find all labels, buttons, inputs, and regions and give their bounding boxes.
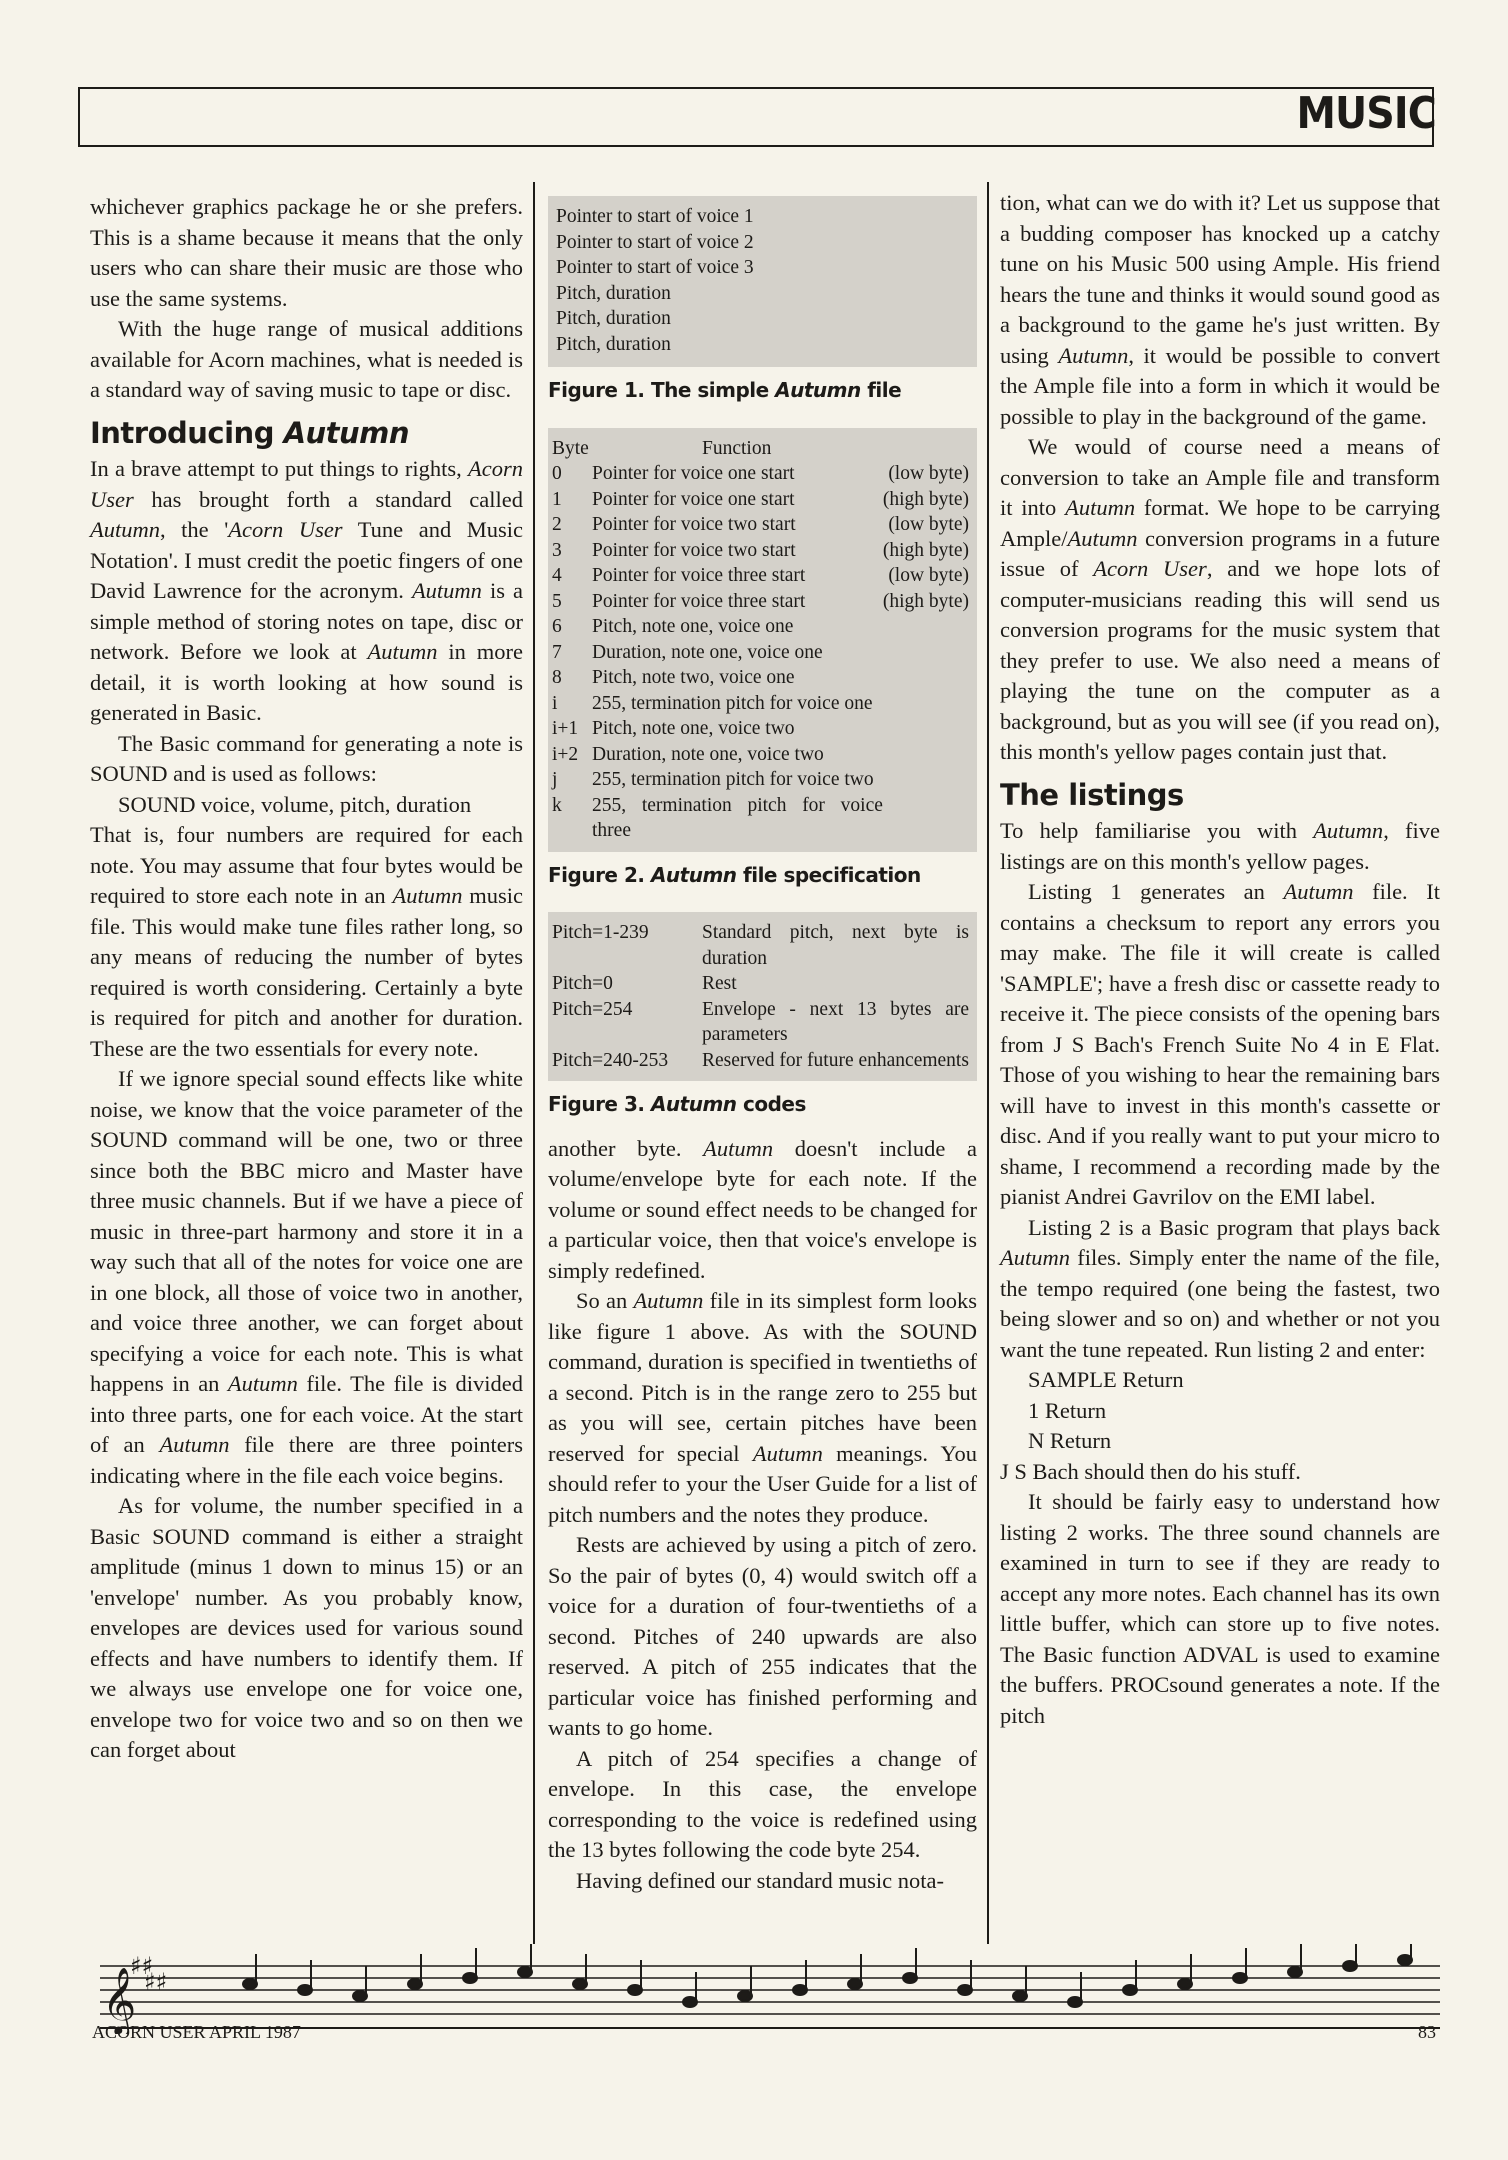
byte-cell: 6	[552, 616, 562, 637]
command-line-1: SAMPLE Return	[1028, 1367, 1184, 1392]
text: format. We hope to be carrying Ample/	[1000, 495, 1440, 551]
italic: Autumn	[367, 639, 438, 664]
note-head	[1288, 1967, 1302, 1977]
note-head	[518, 1967, 532, 1977]
figure-3-row	[552, 971, 969, 997]
note-cell	[883, 614, 969, 640]
caption-text: Figure 1. The simple	[548, 378, 776, 402]
text: That is, four numbers are required for each note. You may assume that four bytes would be required to store each note in an	[90, 822, 523, 908]
figure-2-row	[552, 487, 969, 513]
sound-syntax: SOUND voice, volume, pitch, duration	[118, 791, 472, 817]
note-head	[793, 1985, 807, 1995]
col2-paragraph-2	[548, 1286, 977, 1530]
text: , the '	[160, 517, 229, 542]
text: tion, what can we do with it? Let us suppose that a budding composer has knocked up a catchy tune on his Music 500 using Ample. His friend hears the tune and thinks it would sound good as a background to the game he's just written. By using	[1000, 190, 1440, 368]
caption-italic: Autumn	[650, 862, 737, 887]
note-cell	[883, 665, 969, 691]
text: , five listings are on this month's yellow pages.	[1000, 818, 1441, 874]
col1-paragraph-6	[90, 820, 523, 1064]
figure-2-table	[552, 436, 969, 844]
figure-3-row	[552, 997, 969, 1048]
meaning-cell: Reserved for future enhancements	[702, 1049, 969, 1071]
italic: Autumn	[1313, 818, 1384, 843]
italic: Autumn	[1065, 495, 1136, 520]
note-cell	[883, 716, 969, 742]
music-staff-svg	[100, 1944, 1440, 2034]
col1-paragraph-1: whichever graphics package he or she prefers. This is a shame because it means that the only users who can share their music are those who use the same systems.	[90, 194, 523, 311]
note-head	[463, 1973, 477, 1983]
figure-2-row	[552, 716, 969, 742]
function-cell: Duration, note one, voice two	[592, 743, 824, 765]
note-head	[573, 1979, 587, 1989]
text: file. It contains a checksum to report any errors you may make. The file it will create is called 'SAMPLE'; have a fresh disc or cassette ready to receive it. The piece consists of the opening bars from J S Bach's French Suite No 4 in E Flat. Those of you wishing to hear the remaining bars will have to invest in this month's cassette or disc. And if you really want to put your micro to shame, I recommend a recording made by the pianist Andrei Gavrilov on the EMI label.	[1000, 879, 1441, 1209]
byte-cell: 1	[552, 488, 562, 510]
figure-3-table	[552, 920, 969, 1073]
italic: Acorn User	[228, 517, 343, 542]
figure-1-line: Pitch, duration	[556, 333, 671, 355]
note-head	[1068, 1997, 1082, 2007]
text: file there are three pointers indicating where in the file each voice begins.	[90, 1432, 523, 1488]
function-cell: Pointer for voice two start	[592, 514, 796, 535]
code-cell: Pitch=0	[552, 973, 613, 994]
heading-introducing-autumn	[90, 415, 523, 450]
col2-paragraph-4: A pitch of 254 specifies a change of envelope. In this case, the envelope corresponding to the voice is redefined using the 13 bytes following the code byte 254.	[548, 1745, 977, 1862]
text: So an	[576, 1288, 634, 1313]
header-function: Function	[702, 437, 772, 459]
caption-text: codes	[736, 1092, 806, 1116]
text: another byte.	[548, 1135, 704, 1161]
header-top-rule	[78, 87, 1434, 89]
function-cell: 255, termination pitch for voice two	[592, 769, 874, 790]
figure-2	[548, 428, 977, 852]
byte-cell: 8	[552, 667, 562, 688]
text: conversion programs in a future issue of	[1000, 525, 1440, 581]
col3-paragraph-6: J S Bach should then do his stuff.	[1000, 1458, 1301, 1484]
function-cell: Pointer for voice three start	[592, 590, 806, 612]
figure-2-row	[552, 640, 969, 666]
col1-paragraph-3	[90, 454, 523, 729]
figure-3-row	[552, 1048, 969, 1074]
italic: Autumn	[633, 1288, 704, 1313]
text: In a brave attempt to put things to rights,	[90, 456, 468, 481]
figure-1-line: Pointer to start of voice 2	[556, 231, 754, 253]
figure-2-row	[552, 614, 969, 640]
note-head	[353, 1991, 367, 2001]
figure-1-line: Pointer to start of voice 3	[556, 257, 754, 278]
code-cell: Pitch=254	[552, 998, 633, 1020]
figure-2-row	[552, 589, 969, 615]
figure-2-row	[552, 691, 969, 717]
note-head	[1398, 1955, 1412, 1965]
note-head	[1123, 1985, 1137, 1995]
text: , it would be possible to convert the Ample file into a form in which it would be possible to play in the background of the game.	[1000, 342, 1440, 429]
italic: Autumn	[1283, 879, 1354, 904]
note-head	[1013, 1991, 1027, 2001]
heading-text: Introducing	[90, 415, 284, 450]
text: file in its simplest form looks like figure 1 above. As with the SOUND command, duration is specified in twentieths of a second. Pitch is in the range zero to 255 but as you will see, certain pitches have been reserved for special	[548, 1288, 977, 1466]
text: We would of course need a means of conversion to take an Ample file and transform it into	[1000, 434, 1440, 520]
note-head	[1343, 1961, 1357, 1971]
text: has brought forth a standard called	[133, 486, 523, 512]
function-cell: 255, termination pitch for voice three	[592, 794, 883, 841]
col3-paragraph-2	[1000, 432, 1440, 768]
figure-2-caption	[548, 860, 977, 891]
function-cell: Pointer for voice three start	[592, 565, 806, 586]
music-staff-decoration	[100, 1944, 1440, 2034]
figure-2-header-row	[552, 436, 969, 462]
byte-cell: 3	[552, 539, 562, 561]
col3-paragraph-1	[1000, 188, 1440, 432]
byte-cell: 2	[552, 514, 562, 535]
column-1	[90, 192, 523, 1766]
text: Listing 1 generates an	[1028, 879, 1284, 904]
footer-page-number: 83	[1418, 2022, 1436, 2042]
caption-text: file specification	[736, 862, 921, 887]
italic: Autumn	[752, 1440, 823, 1466]
note-head	[958, 1985, 972, 1995]
byte-cell: 0	[552, 463, 562, 484]
italic: Autumn	[392, 883, 463, 908]
italic: Autumn	[1067, 525, 1138, 551]
section-label: MUSIC	[1296, 88, 1436, 139]
heading-the-listings: The listings	[1000, 777, 1184, 812]
text: To help familiarise you with	[1000, 818, 1314, 843]
col1-paragraph-7	[90, 1064, 523, 1491]
text: , and we hope lots of computer-musicians reading this will send us conversion programs for the music system that they prefer to use. We also need a means of playing the tune on the computer as a background, but as you will see (if you read on), this month's yellow pages contain just that.	[1000, 556, 1441, 764]
text: If we ignore special sound effects like white noise, we know that the voice parameter of the SOUND command will be one, two or three since both the BBC micro and Master have three music channels. But if we have a piece of music in three-part harmony and store it in a way such that all of the notes for voice one are in one block, all those of voice two in another, and voice three another, we can forget about specifying a voice for each note. This is what happens in an	[90, 1066, 523, 1396]
heading-italic: Autumn	[283, 415, 410, 450]
col3-paragraph-3	[1000, 816, 1440, 877]
col1-paragraph-2: With the huge range of musical additions available for Acorn machines, what is needed is a standard way of saving music to tape or disc.	[90, 316, 523, 402]
note-head	[848, 1979, 862, 1989]
figure-2-row	[552, 767, 969, 793]
note-cell	[883, 640, 969, 666]
sharp-icon: ♯♯	[130, 1952, 154, 1980]
figure-2-row	[552, 512, 969, 538]
text: files. Simply enter the name of the file, the tempo required (one being the fastest, two being slower and so on) and whether or not you want the tune repeated. Run listing 2 and enter:	[1000, 1245, 1440, 1362]
meaning-cell: Standard pitch, next byte is duration	[702, 922, 969, 969]
text: Listing 2 is a Basic program that plays back	[1028, 1214, 1440, 1240]
figure-3-row	[552, 920, 969, 971]
italic: Autumn	[90, 517, 160, 542]
byte-cell: j	[552, 769, 558, 790]
note-cell: (low byte)	[888, 565, 969, 586]
caption-text: Figure 2.	[548, 862, 651, 887]
sharp-icon: ♯♯	[144, 1968, 168, 1996]
note-head	[408, 1979, 422, 1989]
command-line-2: 1 Return	[1028, 1397, 1107, 1423]
note-cell	[883, 793, 969, 844]
function-cell: Pointer for voice one start	[592, 488, 795, 510]
note-head	[683, 1997, 697, 2007]
note-head	[1178, 1979, 1192, 1989]
note-cell: (high byte)	[882, 488, 969, 510]
function-cell: Pitch, note one, voice one	[592, 616, 794, 637]
note-cell	[883, 691, 969, 717]
figure-2-row	[552, 538, 969, 564]
text: doesn't include a volume/envelope byte for each note. If the volume or sound effect needs to be changed for a particular voice, then that voice's envelope is simply redefined.	[548, 1135, 977, 1283]
note-cell: (high byte)	[882, 590, 969, 612]
meaning-cell: Envelope - next 13 bytes are parameters	[702, 998, 969, 1045]
note-head	[298, 1985, 312, 1995]
function-cell: 255, termination pitch for voice one	[592, 692, 873, 714]
column-2	[548, 196, 977, 1896]
col3-paragraph-7: It should be fairly easy to understand how listing 2 works. The three sound channels are examined in turn to see if they are ready to accept any more notes. Each channel has its own little buffer, which can store up to five notes. The Basic function ADVAL is used to examine the buffers. PROCsound generates a note. If the pitch	[1000, 1489, 1440, 1728]
text: music file. This would make tune files rather long, so any means of reducing the number of bytes required is worth considering. Certainly a byte is required for pitch and another for duration. These are the two essentials for every note.	[90, 883, 523, 1061]
col3-paragraph-4	[1000, 877, 1440, 1213]
figure-1-caption	[548, 375, 977, 406]
byte-cell: k	[552, 794, 562, 816]
function-cell: Pitch, note two, voice one	[592, 667, 795, 688]
figure-2-row	[552, 742, 969, 768]
byte-cell: 7	[552, 641, 562, 663]
italic: Acorn User	[1093, 556, 1207, 581]
figure-2-row	[552, 461, 969, 487]
col2-paragraph-1	[548, 1134, 977, 1287]
figure-1-line: Pitch, duration	[556, 282, 671, 304]
function-cell: Pitch, note one, voice two	[592, 718, 795, 739]
note-cell: (high byte)	[882, 539, 969, 561]
note-head	[628, 1985, 642, 1995]
italic: Autumn	[703, 1135, 774, 1161]
figure-1-lines	[556, 204, 967, 357]
figure-1	[548, 196, 977, 367]
figure-3-caption	[548, 1089, 977, 1120]
note-cell	[883, 767, 969, 793]
footer-publication: ACORN USER APRIL 1987	[92, 2022, 301, 2042]
byte-cell: 4	[552, 565, 562, 586]
note-head	[1233, 1973, 1247, 1983]
col3-paragraph-5	[1000, 1213, 1440, 1366]
text: file. The file is divided into three parts, one for each voice. At the start of an	[90, 1371, 523, 1457]
italic: Autumn	[227, 1371, 298, 1396]
col1-paragraph-8: As for volume, the number specified in a Basic SOUND command is either a straight amplitude (minus 1 down to minus 15) or an 'envelope' number. As you probably know, envelopes are devices used for various sound effects and have numbers to identify them. If we always use envelope one for voice one, envelope two for voice two and so on then we can forget about	[90, 1493, 523, 1762]
column-divider-1	[533, 182, 535, 1944]
note-head	[903, 1973, 917, 1983]
byte-cell: i+2	[552, 743, 579, 765]
function-cell: Pointer for voice one start	[592, 463, 795, 484]
col2-paragraph-3: Rests are achieved by using a pitch of zero. So the pair of bytes (0, 4) would switch off a voice for a duration of four-twentieths of a second. Pitches of 240 upwards are also reserved. A pitch of 255 indicates that the particular voice has finished performing and wants to go home.	[548, 1532, 977, 1740]
italic: Autumn	[1058, 342, 1129, 368]
figure-1-line: Pointer to start of voice 1	[556, 206, 754, 227]
note-head	[738, 1991, 752, 2001]
code-cell: Pitch=1-239	[552, 922, 649, 943]
note-cell: (low byte)	[888, 463, 969, 484]
italic: Autumn	[159, 1432, 230, 1457]
text: is a simple method of storing notes on tape, disc or network. Before we look at	[90, 578, 524, 664]
figure-2-row	[552, 665, 969, 691]
code-cell: Pitch=240-253	[552, 1049, 669, 1071]
text: Tune and Music Notation'. I must credit the poetic fingers of one David Lawrence for the acronym.	[90, 517, 524, 603]
function-cell: Duration, note one, voice one	[592, 641, 823, 663]
command-line-3: N Return	[1028, 1428, 1112, 1453]
function-cell: Pointer for voice two start	[592, 539, 796, 561]
caption-italic: Autumn	[650, 1092, 737, 1116]
note-cell: (low byte)	[888, 514, 969, 535]
meaning-cell: Rest	[702, 973, 737, 994]
byte-cell: i	[552, 692, 558, 714]
italic: Acorn User	[90, 456, 523, 512]
caption-italic: Autumn	[775, 378, 861, 402]
col1-paragraph-4: The Basic command for generating a note is SOUND and is used as follows:	[90, 730, 523, 786]
figure-3	[548, 912, 977, 1081]
header-byte: Byte	[552, 437, 589, 459]
figure-2-row	[552, 563, 969, 589]
column-divider-2	[987, 182, 989, 1944]
text: in more detail, it is worth looking at how sound is generated in Basic.	[90, 639, 524, 725]
col2-paragraph-5: Having defined our standard music nota-	[576, 1867, 945, 1893]
caption-text: Figure 3.	[548, 1092, 651, 1116]
column-3	[1000, 188, 1440, 1731]
text: meanings. You should refer to your the User Guide for a list of pitch numbers and the notes they produce.	[548, 1440, 977, 1527]
italic: Autumn	[411, 578, 482, 603]
figure-1-line: Pitch, duration	[556, 308, 671, 329]
note-head	[243, 1979, 257, 1989]
byte-cell: i+1	[552, 718, 579, 739]
treble-clef-icon: 𝄞	[102, 1966, 137, 2034]
italic: Autumn	[1000, 1245, 1070, 1270]
caption-text: file	[860, 378, 902, 402]
figure-2-row	[552, 793, 969, 844]
note-cell	[883, 742, 969, 768]
byte-cell: 5	[552, 590, 562, 612]
header-left-rule	[78, 87, 80, 147]
header-bottom-rule	[78, 145, 1434, 147]
